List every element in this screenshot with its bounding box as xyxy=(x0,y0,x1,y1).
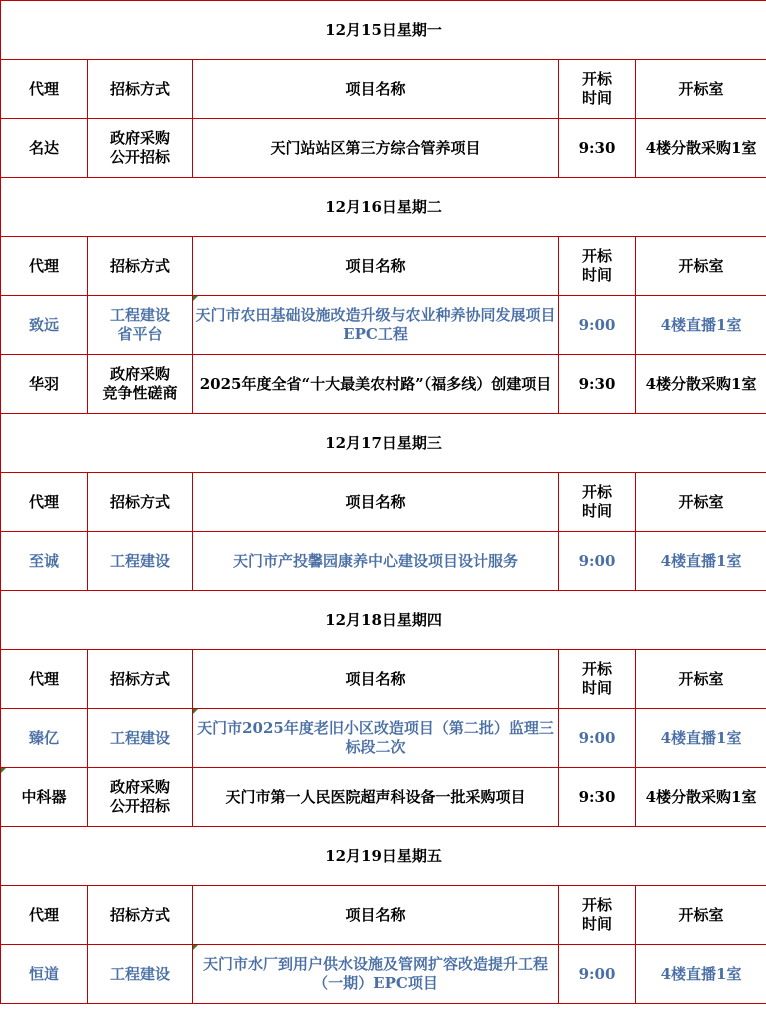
day-label: 12月19日星期五 xyxy=(1,827,766,886)
header-method: 招标方式 xyxy=(88,650,193,709)
project-cell: 天门市农田基础设施改造升级与农业种养协同发展项目EPC工程 xyxy=(193,296,559,355)
header-room: 开标室 xyxy=(636,473,766,532)
time-cell: 9:00 xyxy=(559,945,636,1004)
header-agent: 代理 xyxy=(1,473,88,532)
table-row xyxy=(1,296,766,355)
room-cell: 4楼直播1室 xyxy=(636,532,766,591)
agent-cell: 致远 xyxy=(1,296,88,355)
project-cell: 天门市第一人民医院超声科设备一批采购项目 xyxy=(193,768,559,827)
header-room: 开标室 xyxy=(636,237,766,296)
time-cell: 9:30 xyxy=(559,768,636,827)
table-row xyxy=(1,709,766,768)
day-label: 12月18日星期四 xyxy=(1,591,766,650)
time-cell: 9:00 xyxy=(559,296,636,355)
header-project: 项目名称 xyxy=(193,237,559,296)
header-project: 项目名称 xyxy=(193,473,559,532)
header-time: 开标 时间 xyxy=(559,60,636,119)
agent-cell: 至诚 xyxy=(1,532,88,591)
header-project: 项目名称 xyxy=(193,650,559,709)
method-cell: 工程建设 xyxy=(88,532,193,591)
header-row xyxy=(1,650,766,709)
header-method: 招标方式 xyxy=(88,60,193,119)
room-cell: 4楼直播1室 xyxy=(636,296,766,355)
agent-cell: 名达 xyxy=(1,119,88,178)
header-row xyxy=(1,237,766,296)
day-row xyxy=(1,827,766,886)
time-cell: 9:00 xyxy=(559,532,636,591)
table-row xyxy=(1,768,766,827)
time-cell: 9:30 xyxy=(559,355,636,414)
header-time: 开标 时间 xyxy=(559,650,636,709)
method-cell: 政府采购 公开招标 xyxy=(88,119,193,178)
header-time: 开标 时间 xyxy=(559,237,636,296)
method-cell: 工程建设 xyxy=(88,709,193,768)
room-cell: 4楼直播1室 xyxy=(636,709,766,768)
header-agent: 代理 xyxy=(1,886,88,945)
header-room: 开标室 xyxy=(636,650,766,709)
agent-cell: 臻亿 xyxy=(1,709,88,768)
header-method: 招标方式 xyxy=(88,886,193,945)
agent-cell: 恒道 xyxy=(1,945,88,1004)
header-room: 开标室 xyxy=(636,886,766,945)
project-cell: 2025年度全省“十大最美农村路”（福多线）创建项目 xyxy=(193,355,559,414)
day-row xyxy=(1,591,766,650)
header-method: 招标方式 xyxy=(88,237,193,296)
time-cell: 9:30 xyxy=(559,119,636,178)
day-label: 12月15日星期一 xyxy=(1,1,766,60)
day-label: 12月17日星期三 xyxy=(1,414,766,473)
header-row xyxy=(1,473,766,532)
header-agent: 代理 xyxy=(1,650,88,709)
method-cell: 政府采购 公开招标 xyxy=(88,768,193,827)
day-label: 12月16日星期二 xyxy=(1,178,766,237)
method-cell: 工程建设 省平台 xyxy=(88,296,193,355)
project-cell: 天门市水厂到用户供水设施及管网扩容改造提升工程（一期）EPC项目 xyxy=(193,945,559,1004)
table-row xyxy=(1,355,766,414)
project-cell: 天门市产投馨园康养中心建设项目设计服务 xyxy=(193,532,559,591)
header-project: 项目名称 xyxy=(193,886,559,945)
room-cell: 4楼分散采购1室 xyxy=(636,119,766,178)
day-row xyxy=(1,414,766,473)
table-row xyxy=(1,119,766,178)
method-cell: 政府采购 竞争性磋商 xyxy=(88,355,193,414)
header-time: 开标 时间 xyxy=(559,886,636,945)
room-cell: 4楼直播1室 xyxy=(636,945,766,1004)
day-row xyxy=(1,1,766,60)
room-cell: 4楼分散采购1室 xyxy=(636,768,766,827)
method-cell: 工程建设 xyxy=(88,945,193,1004)
header-project: 项目名称 xyxy=(193,60,559,119)
header-room: 开标室 xyxy=(636,60,766,119)
table-row xyxy=(1,532,766,591)
header-agent: 代理 xyxy=(1,237,88,296)
project-cell: 天门站站区第三方综合管养项目 xyxy=(193,119,559,178)
header-time: 开标 时间 xyxy=(559,473,636,532)
project-cell: 天门市2025年度老旧小区改造项目（第二批）监理三标段二次 xyxy=(193,709,559,768)
room-cell: 4楼分散采购1室 xyxy=(636,355,766,414)
header-method: 招标方式 xyxy=(88,473,193,532)
table-row xyxy=(1,945,766,1004)
time-cell: 9:00 xyxy=(559,709,636,768)
agent-cell: 中科器 xyxy=(1,768,88,827)
header-row xyxy=(1,886,766,945)
header-row xyxy=(1,60,766,119)
header-agent: 代理 xyxy=(1,60,88,119)
agent-cell: 华羽 xyxy=(1,355,88,414)
day-row xyxy=(1,178,766,237)
